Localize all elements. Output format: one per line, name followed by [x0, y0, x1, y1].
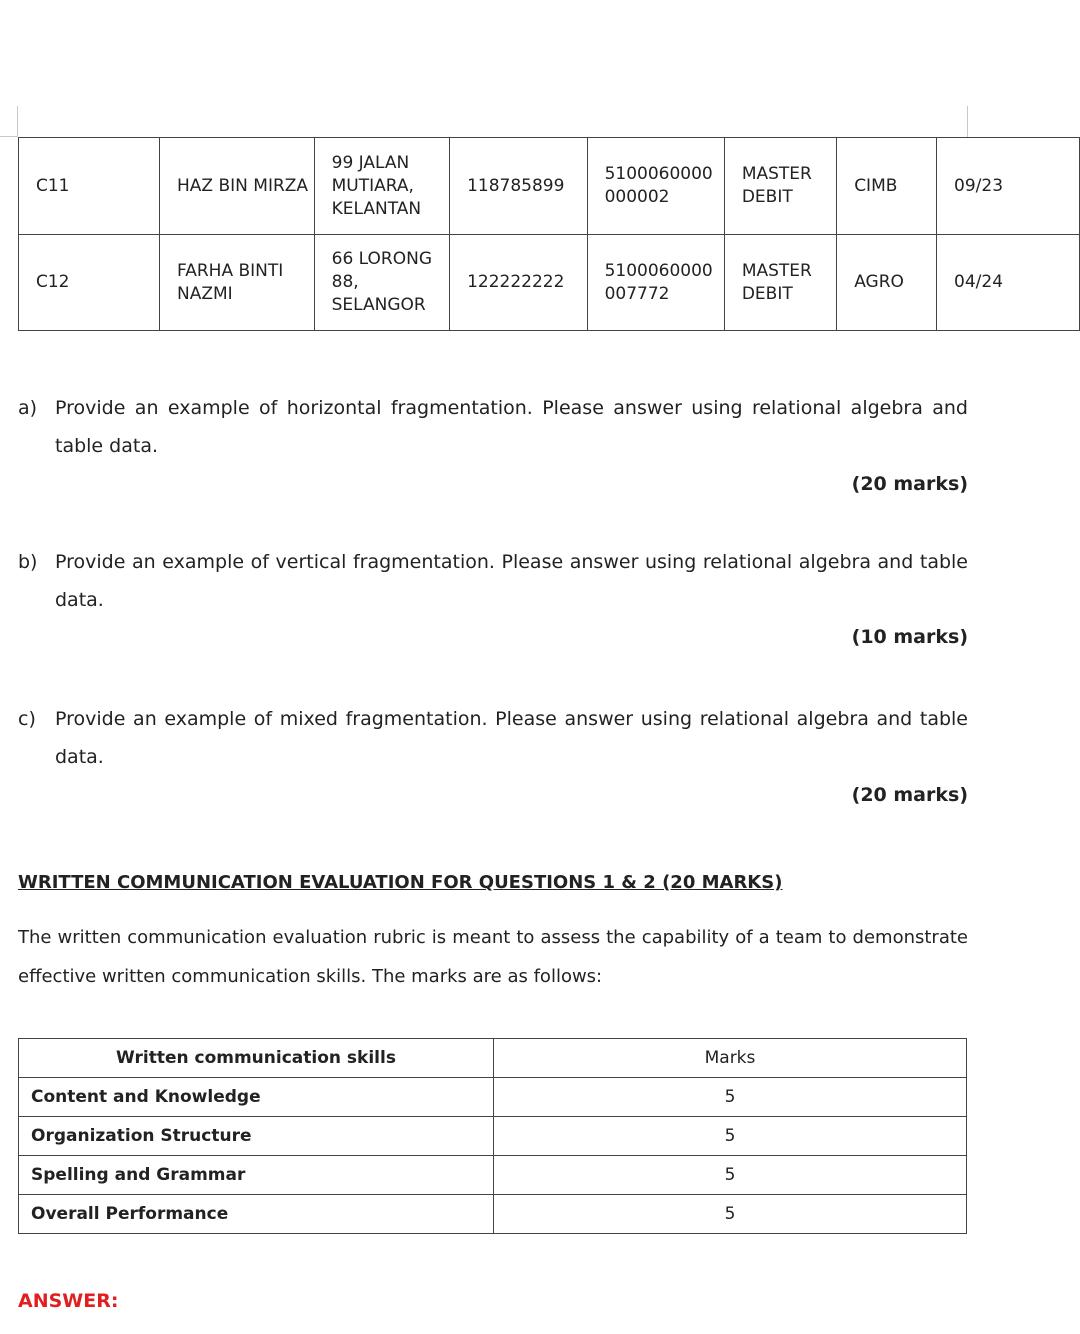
answer-label: ANSWER: [18, 1290, 119, 1312]
cell-address: 66 LORONG 88, SELANGOR [314, 235, 449, 331]
rubric-marks: 5 [494, 1195, 967, 1234]
cell-id: C12 [19, 235, 160, 331]
page-edge-line-top [0, 136, 18, 137]
question-label: a) [18, 397, 38, 419]
page-edge-line-left [17, 106, 18, 137]
cell-id: C11 [19, 138, 160, 235]
rubric-marks: 5 [494, 1078, 967, 1117]
rubric-header-marks: Marks [494, 1039, 967, 1078]
question-marks: (20 marks) [851, 473, 968, 495]
rubric-marks: 5 [494, 1156, 967, 1195]
rubric-skill: Organization Structure [19, 1117, 494, 1156]
question-c [18, 700, 968, 806]
question-text: Provide an example of mixed fragmentation. Please answer using relational algebra and table data. [55, 708, 968, 768]
rubric-skill: Overall Performance [19, 1195, 494, 1234]
question-text: Provide an example of horizontal fragmentation. Please answer using relational algebra and table data. [55, 397, 968, 457]
cell-address: 99 JALAN MUTIARA, KELANTAN [314, 138, 449, 235]
cell-expiry: 09/23 [937, 138, 1080, 235]
question-label: c) [18, 708, 36, 730]
cell-card-number: 5100060000 000002 [587, 138, 724, 235]
question-marks: (10 marks) [851, 626, 968, 648]
rubric-skill: Content and Knowledge [19, 1078, 494, 1117]
cell-card-number: 5100060000 007772 [587, 235, 724, 331]
rubric-table [18, 1038, 967, 1234]
rubric-header-row [19, 1039, 967, 1078]
table-row [19, 235, 1080, 331]
rubric-marks: 5 [494, 1117, 967, 1156]
question-b [18, 543, 968, 648]
cell-bank: CIMB [837, 138, 937, 235]
table-row [19, 1195, 967, 1234]
cell-expiry: 04/24 [937, 235, 1080, 331]
cell-card-type: MASTER DEBIT [724, 235, 836, 331]
rubric-header-skills: Written communication skills [19, 1039, 494, 1078]
table-row [19, 1117, 967, 1156]
cell-name: HAZ BIN MIRZA [160, 138, 315, 235]
evaluation-heading: WRITTEN COMMUNICATION EVALUATION FOR QUESTIONS 1 & 2 (20 MARKS) [18, 872, 783, 893]
cell-bank: AGRO [837, 235, 937, 331]
table-row [19, 138, 1080, 235]
cell-card-type: MASTER DEBIT [724, 138, 836, 235]
evaluation-paragraph: The written communication evaluation rubric is meant to assess the capability of a team to demonstrate effective written communication skills. The marks are as follows: [18, 927, 968, 987]
table-row [19, 1156, 967, 1195]
question-label: b) [18, 551, 38, 573]
question-text: Provide an example of vertical fragmentation. Please answer using relational algebra and table data. [55, 551, 968, 611]
cell-phone: 122222222 [450, 235, 588, 331]
question-a [18, 389, 968, 495]
rubric-skill: Spelling and Grammar [19, 1156, 494, 1195]
customer-table [18, 137, 1080, 331]
table-row [19, 1078, 967, 1117]
page-edge-line-right [967, 106, 968, 137]
cell-phone: 118785899 [450, 138, 588, 235]
cell-name: FARHA BINTI NAZMI [160, 235, 315, 331]
question-marks: (20 marks) [851, 784, 968, 806]
